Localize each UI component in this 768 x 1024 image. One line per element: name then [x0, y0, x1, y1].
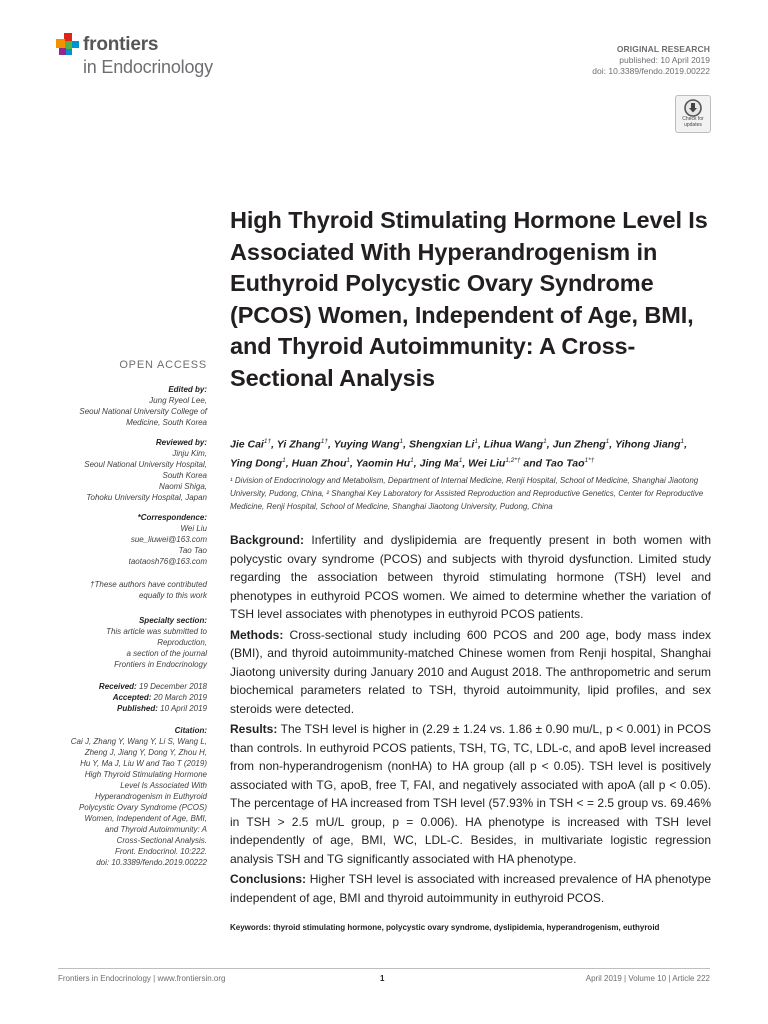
published-label: Published:: [117, 704, 158, 713]
published-date-sidebar: 10 April 2019: [160, 704, 207, 713]
author-list: Jie Cai$^{1\dagger}$, Yi Zhang$^{1\dagger}$, Yuying Wang$^1$, Shengxian Li$^1$, Lihua Wang$^1$, Jun Zheng$^1$, Yihong Jiang$^1$, Ying Dong$^1$, Huan Zhou$^1$, Yaomin Hu$^1$, Jing Ma$^1$, Wei Liu$^{1,2*\dagger}$ and Tao Tao$^{1*\dagger}$: [230, 438, 688, 469]
correspondent-email[interactable]: taotaosh76@163.com: [128, 557, 207, 566]
citation-line: Hu Y, Ma J, Liu W and Tao T (2019): [80, 759, 207, 768]
background-text: Infertility and dyslipidemia are frequently present in both women with polycystic ovary syndrome (PCOS) and subjects with thyroid dysfunction. Limited study regarding the association between thyroid stimulating hormone (TSH) level and phenotypes in euthyroid PCOS women. We aimed to determine whether the variation of TSH level associates with phenotypes in euthyroid PCOS patients.: [230, 533, 711, 621]
citation-line: Front. Endocrinol. 10:222.: [114, 847, 207, 856]
correspondent-name: Wei Liu: [180, 524, 207, 533]
received-label: Received:: [98, 682, 137, 691]
specialty-line: Reproduction,: [157, 638, 207, 647]
correspondent-name: Tao Tao: [178, 546, 207, 555]
author-affiliation-marker: 1: [458, 456, 463, 464]
editor-line: Medicine, South Korea: [126, 418, 207, 427]
specialty-section: [40, 615, 207, 670]
abstract: [230, 531, 711, 909]
conclusions-label: Conclusions:: [230, 872, 307, 886]
correspondence-section: [40, 512, 207, 567]
citation-section: [40, 725, 207, 868]
author-affiliation-marker: 1: [474, 438, 478, 445]
citation-line: and Thyroid Autoimmunity: A: [104, 825, 207, 834]
journal-logo: [56, 33, 226, 79]
specialty-line: This article was submitted to: [106, 627, 207, 636]
edited-by-section: [40, 384, 207, 428]
edited-by-label: Edited by:: [168, 385, 207, 394]
author-affiliation-marker: 1: [605, 438, 610, 445]
keywords: Keywords: thyroid stimulating hormone, polycystic ovary syndrome, dyslipidemia, hyperandrogenism, euthyroid: [230, 923, 660, 932]
reviewer-line: Tohoku University Hospital, Japan: [86, 493, 207, 502]
accepted-row: [40, 692, 207, 703]
reviewer-line: Naomi Shiga,: [158, 482, 207, 491]
open-access-label: OPEN ACCESS: [119, 359, 207, 371]
reviewer-line: Jinju Kim,: [172, 449, 207, 458]
footer-divider: [58, 968, 710, 969]
conclusions-text: Higher TSH level is associated with increased prevalence of HA phenotype independent of age, BMI and thyroid autoimmunity in euthyroid PCOS.: [230, 872, 711, 905]
author-affiliation-marker: 1: [346, 456, 351, 464]
correspondence-label: *Correspondence:: [137, 513, 207, 522]
author-affiliation-marker: 1*†: [584, 456, 595, 464]
reviewed-by-section: [40, 437, 207, 503]
author-name[interactable]: Yuying Wang: [333, 438, 400, 451]
citation-line: Women, Independent of Age, BMI,: [84, 814, 207, 823]
author-name[interactable]: Yaomin Hu: [355, 457, 411, 469]
citation-line: Hyperandrogenism in Euthyroid: [94, 792, 207, 801]
note-line: †These authors have contributed: [90, 580, 207, 589]
editor-line: Seoul National University College of: [79, 407, 207, 416]
author-name[interactable]: Lihua Wang: [483, 438, 544, 451]
citation-line: Cross-Sectional Analysis.: [116, 836, 207, 845]
abstract-methods: [230, 626, 711, 719]
specialty-line: Frontiers in Endocrinology: [114, 660, 207, 669]
dates-section: [40, 681, 207, 714]
reviewer-line: Seoul National University Hospital,: [84, 460, 207, 469]
footer-issue-info: April 2019 | Volume 10 | Article 222: [585, 974, 710, 983]
published-row: [40, 703, 207, 714]
author-affiliation-marker: 1: [410, 456, 414, 464]
author-name[interactable]: Yihong Jiang: [614, 438, 681, 451]
author-name[interactable]: Jie Cai: [230, 438, 264, 451]
background-label: Background:: [230, 533, 305, 547]
author-name[interactable]: Shengxian Li: [408, 438, 475, 451]
citation-line: Zheng J, Jiang Y, Dong Y, Zhou H,: [84, 748, 207, 757]
check-for-updates-icon: [684, 99, 702, 117]
abstract-conclusions: [230, 870, 711, 907]
author-affiliation-marker: 1: [680, 438, 685, 445]
author-name[interactable]: Wei Liu: [468, 457, 506, 469]
received-date: 19 December 2018: [138, 682, 207, 691]
author-name[interactable]: Huan Zhou: [291, 457, 347, 469]
doi[interactable]: doi: 10.3389/fendo.2019.00222: [592, 66, 710, 76]
author-name[interactable]: Yi Zhang: [276, 438, 321, 451]
specialty-line: a section of the journal: [126, 649, 207, 658]
correspondent-email[interactable]: sue_liuwei@163.com: [130, 535, 207, 544]
author-affiliation-marker: 1†: [320, 438, 328, 445]
article-title: High Thyroid Stimulating Hormone Level Is Associated With Hyperandrogenism in Euthyroid Polycystic Ovary Syndrome (PCOS) Women, Independent of Age, BMI, and Thyroid Autoimmunity: A Cross-Sectional Analysis: [230, 207, 708, 391]
author-affiliation-marker: 1: [282, 456, 286, 464]
article-meta: [592, 44, 710, 77]
equal-contribution-note: [40, 579, 207, 601]
badge-label: Check for updates: [682, 116, 704, 128]
results-text: The TSH level is higher in (2.29 ± 1.24 vs. 1.86 ± 0.90 mu/L, p < 0.001) in PCOS than controls. In euthyroid PCOS patients, TSH, TG, TC, LDL-c, and apoB level increased from non-hyperandrogenism (nonHA) to HA group (all p < 0.05). TSH level is positively associated with TG, apoB, free T, FAI, and negatively associated with apoA (all p < 0.05). The percentage of HA increased from TSH level (57.93% in TSH < = 2.5 group vs. 69.46% in TSH > 2.5 mU/L group, p = 0.006). HA phenotype is increased with TSH level independently of age, BMI, WC, LDL-C. Besides, in multivariate logistic regression analysis TSH and TG significantly associated with HA phenotype.: [230, 722, 711, 866]
accepted-date: 20 March 2019: [153, 693, 207, 702]
author-affiliation-marker: 1,2*†: [505, 456, 521, 464]
check-for-updates-badge[interactable]: [675, 95, 711, 133]
citation-line: Polycystic Ovary Syndrome (PCOS): [78, 803, 207, 812]
abstract-background: [230, 531, 711, 624]
article-info-sidebar: [40, 358, 207, 877]
author-name[interactable]: Jing Ma: [419, 457, 459, 469]
logo-journal-name: in Endocrinology: [83, 57, 213, 77]
logo-wordmark: frontiers: [83, 34, 159, 55]
author-affiliation-marker: 1: [399, 438, 404, 445]
citation-line: Cai J, Zhang Y, Wang Y, Li S, Wang L,: [70, 737, 207, 746]
specialty-label: Specialty section:: [138, 616, 207, 625]
citation-label: Citation:: [174, 726, 207, 735]
citation-line: High Thyroid Stimulating Hormone: [84, 770, 207, 779]
author-name[interactable]: Tao Tao: [545, 457, 585, 469]
accepted-label: Accepted:: [112, 693, 152, 702]
reviewer-line: South Korea: [162, 471, 207, 480]
citation-line: Level Is Associated With: [120, 781, 207, 790]
frontiers-logo-icon: [56, 33, 80, 61]
author-name[interactable]: Ying Dong: [230, 457, 283, 469]
results-label: Results:: [230, 722, 278, 736]
author-name[interactable]: Jun Zheng: [552, 438, 606, 451]
methods-text: Cross-sectional study including 600 PCOS and 200 age, body mass index (BMI), and thyroid autoimmunity-matched Chinese women from Renji hospital, Shanghai Jiaotong university during January 2010 and August 2018. The anthropometric and serum biochemical parameters related to TSH, thyroid autoimmunity, lipid profiles, and sex steroids were detected.: [230, 627, 711, 716]
author-affiliation-marker: 1†: [263, 438, 272, 445]
abstract-results: [230, 720, 711, 868]
note-line: equally to this work: [138, 591, 207, 600]
footer-journal-link[interactable]: Frontiers in Endocrinology | www.frontiersin.org: [58, 974, 226, 983]
editor-line: Jung Ryeol Lee,: [149, 396, 207, 405]
author-affiliation-marker: 1: [543, 438, 547, 445]
received-row: [40, 681, 207, 692]
published-date: published: 10 April 2019: [619, 55, 710, 65]
affiliations: ¹ Division of Endocrinology and Metabolism, Department of Internal Medicine, Renji Hospital, School of Medicine, Shanghai Jiaotong University, Pudong, China, ² Shanghai Key Laboratory for Assisted Reproduction and Reproductive Genetics, Center for Reproductive Medicine, Renji Hospital, School of Medicine, Shanghai Jiaotong University, Pudong, China: [230, 476, 704, 511]
page-number: 1: [380, 974, 385, 983]
article-type: ORIGINAL RESEARCH: [616, 44, 710, 54]
citation-doi[interactable]: doi: 10.3389/fendo.2019.00222: [96, 858, 207, 867]
reviewed-by-label: Reviewed by:: [155, 438, 207, 447]
methods-label: Methods:: [230, 627, 284, 642]
